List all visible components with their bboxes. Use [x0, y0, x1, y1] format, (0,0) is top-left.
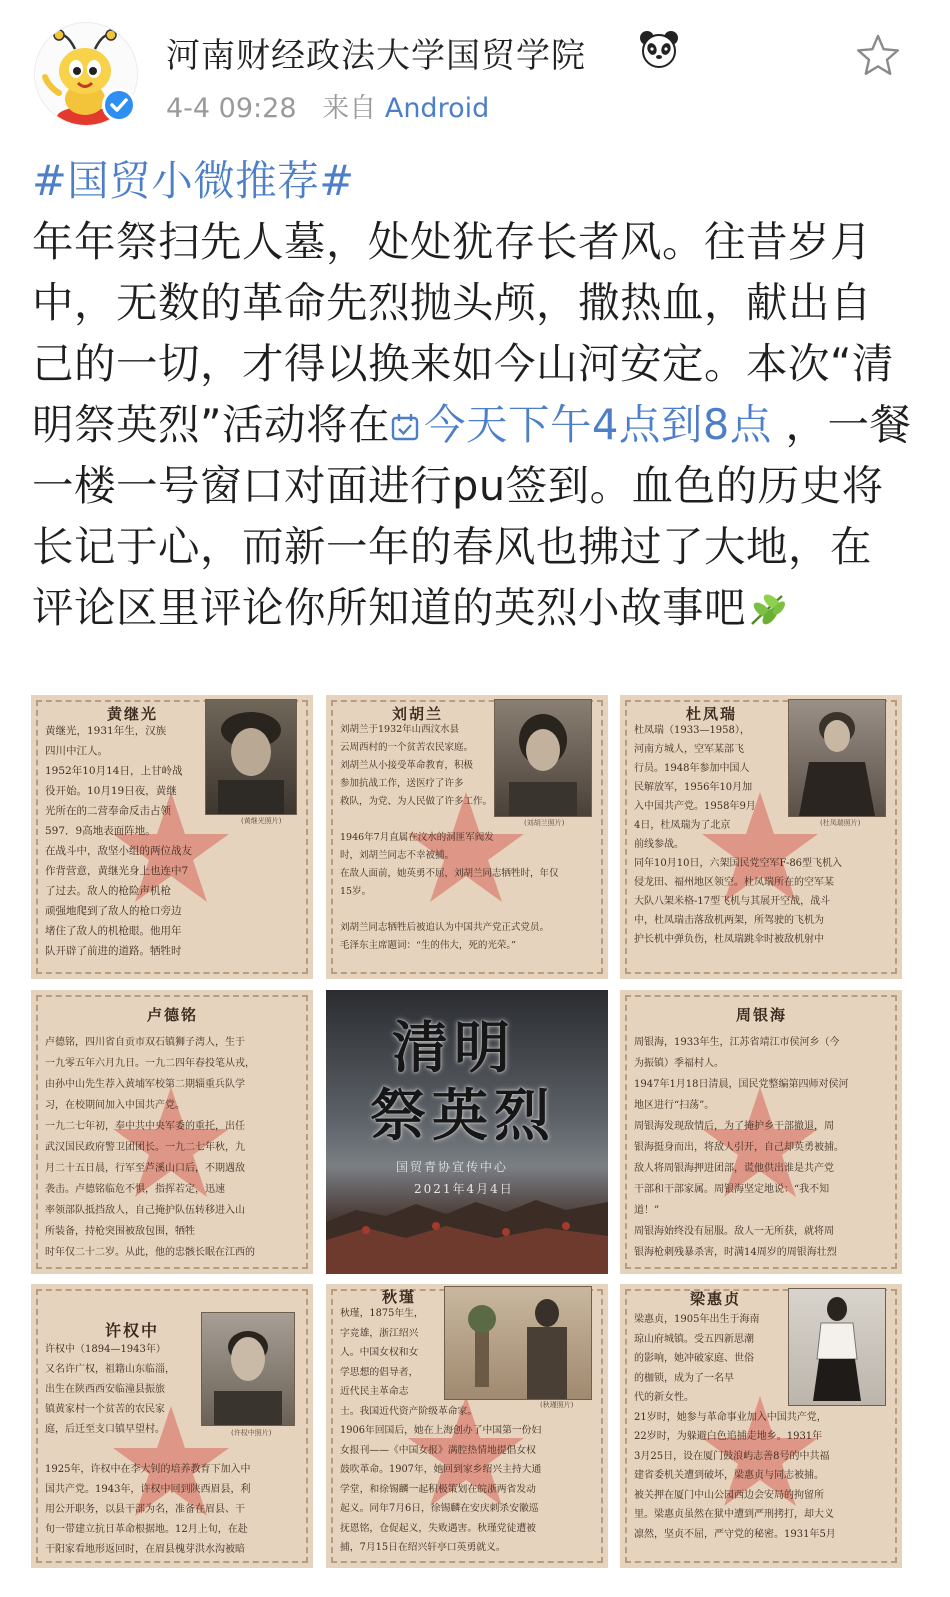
image-grid [31, 695, 903, 1597]
panda-icon [638, 28, 680, 70]
favorite-star-icon[interactable] [854, 32, 902, 80]
hero-name: 许权中 [105, 1321, 160, 1340]
portrait-caption: (许权中照片) [231, 1429, 272, 1437]
image-tile-xu-quanzhong[interactable] [31, 1284, 313, 1568]
image-tile-du-fengrui[interactable] [620, 695, 902, 979]
calendar-icon [390, 412, 420, 442]
hero-bio: 许权中（1894—1943年） 又名许广权，祖籍山东临淄， 出生在陕西西安临潼县振旅 镇黄家村一个贫苦的农民家 庭，后迁至支口镇早望村。 1925年，许权中在李大钊的培养教育下加入中 国共产党。1943年，许权中回到陕西眉县，利 用公开职务，以县干部为名，准备在眉县、干 旬一带建立抗日革命根据地。12月上旬，在赴 干阳家看地形返回时，在眉县槐芽洪水沟被暗 [45, 1344, 251, 1555]
post-meta [166, 86, 489, 125]
hero-name: 杜凤瑞 [686, 705, 738, 723]
hero-bio: 杜凤瑞（1933—1958）， 河南方城人，空军某部飞 行员。1948年参加中国人 民解放军，1956年10月加 入中国共产党。1958年9月 4日，杜凤瑞为了北京 前线参战。 同年10月10日，六架国民党空军F-86型飞机入 侵龙田、福州地区领空。杜凤瑞所在的空军某 大队八架米格-17型飞机与其展开空战，战斗 中，杜凤瑞击落敌机两架，所驾驶的飞机为 护长机中弹负伤，杜凤瑞跳伞时被敌机射中 [634, 725, 843, 945]
source-prefix: 来自 [322, 93, 377, 124]
portrait-caption: (杜凤瑞照片) [820, 819, 861, 827]
image-tile-poster[interactable] [326, 990, 608, 1274]
image-tile-liu-hulan[interactable] [326, 695, 608, 979]
post-text-part-1: 年年祭扫先人墓，处处犹存长者风。往昔岁月中，无数的革命先烈抛头颅，撒热血，献出自己的一切，才得以换来如今山河安定。本次“清明祭英烈”活动将在 [32, 217, 895, 449]
hero-name: 梁惠贞 [690, 1290, 742, 1308]
hero-bio: 刘胡兰于1932年山西汶水县 云周西村的一个贫苦农民家庭。 刘胡兰从小接受革命教育，积极 参加抗战工作，送医疗了许多 救队，为党、为人民做了许多工作。 1946年7月直属在汶水的洞匪军阀发 时，刘胡兰同志不幸被捕。 在敌人面前，她英勇不屈，刘胡兰同志牺牲时，年仅 15岁。 刘胡兰同志牺牲后被追认为中国共产党正式党员。 毛泽东主席题词：“生的伟大，死的光荣。” [340, 724, 559, 951]
poster-organizer: 国贸青协宣传中心 [396, 1160, 509, 1174]
post-header [0, 0, 950, 140]
hero-name: 秋瑾 [382, 1288, 417, 1306]
hero-bio: 黄继光，1931年生，汉族 四川中江人。 1952年10月14日，上甘岭战 役开始。10月19日夜，黄继 光所在的二营奉命反击占领 597．9高地表面阵地。 在战斗中，敌坚小组的两位战友 作背营意，黄继光身上也连中7 了过去。敌人的枪险声机枪 顽强地爬到了敌人的枪口旁边 堵住了敌人的机枪眼。他用年 队开辟了前进的道路。牺牲时 [45, 725, 192, 957]
portrait-caption: (秋瑾照片) [540, 1401, 574, 1409]
post-body [32, 150, 912, 638]
portrait-caption: (黄继光照片) [241, 817, 282, 825]
hero-bio: 梁惠贞，1905年出生于海南 琼山府城镇。受五四新思潮 的影响，她冲破家庭、世俗 的枷锁，成为了一名早 代的新女性。 21岁时，她参与革命事业加入中国共产党， 22岁时，为躲避白色追捕走地乡。1931年 3月25日，设在厦门鼓浪屿志善8号的中共福 建省委机关遭到破坏，梁惠贞与同志被捕。 被关押在厦门中山公园西边会安局的拘留所 里。梁惠贞虽然在狱中遭到严刑拷打，却大义 凛然，坚贞不屈，严守党的秘密。1931年5月 [634, 1314, 836, 1540]
account-name[interactable]: 河南财经政法大学国贸学院 [166, 36, 586, 76]
portrait-caption: (刘胡兰照片) [524, 819, 565, 827]
verified-badge-icon [102, 88, 136, 122]
event-time-link[interactable] [390, 400, 772, 449]
hashtag-link[interactable]: #国贸小微推荐# [32, 156, 355, 205]
post-source[interactable]: Android [384, 93, 490, 124]
post-text-part-2: ，一餐一楼一号窗口对面进行pu签到。血色的历史将长记于心，而新一年的春风也拂过了大地，在评论区里评论你所知道的英烈小故事吧 [32, 400, 912, 632]
hero-bio: 秋瑾，1875年生， 字竞雄，浙江绍兴 人。中国女权和女 学思想的倡导者， 近代民主革命志 士。我国近代资产阶级革命家。 1906年回国后，她在上海创办了中国第一份妇 女报刊——《中国女报》满腔热情地提倡女权 鼓吹革命。1907年，她回到家乡绍兴主持大通 学堂，和徐锡麟一起积极策划在皖浙两省发动 起义。同年7月6日，徐锡麟在安庆刺杀安徽巡 抚恩铭，仓促起义，失败遇害。秋瑾党徒遭被 捕，7月15日在绍兴轩亭口英勇就义。 [340, 1308, 542, 1553]
poster-title-line2: 祭英烈 [370, 1083, 556, 1149]
image-tile-lu-deming[interactable] [31, 990, 313, 1274]
leaf-emoji-icon [748, 590, 788, 628]
hero-bio: 卢德铭，四川省自贡市双石镇狮子湾人，生于 一九零五年六月九日。一九二四年春投笔从戎， 由孙中山先生荐入黄埔军校第二期辎重兵队学 习，在校期间加入中国共产党。 一九二七年初，奉中共中央军委的重托，出任 武汉国民政府警卫团团长。一九二七年秋，九 月二十五日晨，行军至芦溪山口后，不期遇敌 袭击。卢德铭临危不惧，指挥若定，迅速 率领部队抵挡敌人，自己掩护队伍转移进入山 所装备，持枪突围被敌包围，牺牲 时年仅二十二岁。从此，他的忠骸长眠在江西的 [45, 1037, 255, 1258]
poster-title-line1: 清明 [392, 1015, 516, 1081]
image-tile-liang-huizhen[interactable] [620, 1284, 902, 1568]
hero-bio: 周银海，1933年生，江苏省靖江市侯河乡（今 为振镇）季福村人。 1947年1月18日清晨，国民党整编第四师对侯河 地区进行“扫荡”。 周银海发现敌情后，为了掩护乡干部撤退，周 银海挺身而出，将敌人引开，自己却英勇被捕。 敌人将周银海押进团部，谎他供出谁是共产党 干部和干部家属。周银海坚定地说：“我不知 道！” 周银海始终没有屈服。敌人一无所获，就将周 银海枪刺残暴杀害，时满14周岁的周银海壮烈 [634, 1037, 849, 1258]
post-timestamp: 4-4 09:28 [166, 93, 297, 124]
hero-name: 黄继光 [107, 705, 159, 723]
image-tile-qiu-jin[interactable] [326, 1284, 608, 1568]
hero-name: 卢德铭 [147, 1006, 199, 1024]
image-tile-huang-jiguang[interactable] [31, 695, 313, 979]
event-time-text: 今天下午4点到8点 [424, 400, 772, 449]
poster-date: 2021年4月4日 [414, 1182, 514, 1196]
hero-name: 刘胡兰 [392, 705, 444, 723]
hero-name: 周银海 [736, 1006, 788, 1024]
image-tile-zhou-yinhai[interactable] [620, 990, 902, 1274]
